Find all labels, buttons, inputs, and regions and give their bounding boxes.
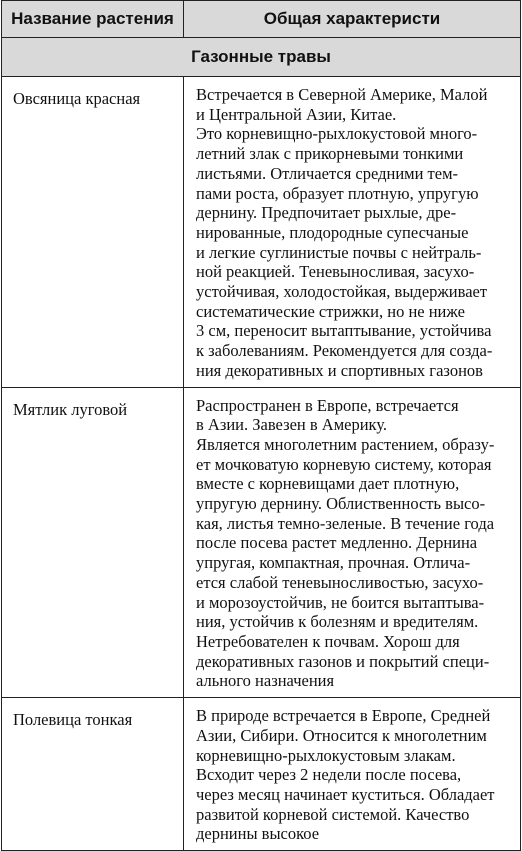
plant-name: Мятлик луговой [2, 387, 184, 698]
description-line: ной реакцией. Теневыносливая, засухо- [196, 262, 475, 282]
description-line: пами роста, образует плотную, упругую [196, 183, 479, 203]
description-line: развитой корневой системой. Качество [196, 804, 470, 824]
description-line: после посева растет медленно. Дернина [196, 533, 478, 553]
plant-table [1, 0, 521, 851]
plant-description [184, 77, 521, 388]
description-line: 3 см, переносит вытаптывание, устойчива [196, 321, 492, 341]
description-line: ет мочковатую корневую систему, которая [196, 454, 492, 474]
plant-name: Полевица тонкая [2, 698, 184, 851]
description-line: в Азии. Завезен в Америку. [196, 415, 388, 435]
description-line: листьями. Отличается средними тем- [196, 163, 459, 183]
description-line: Азии, Сибири. Относится к многолетним [196, 725, 487, 745]
description-line: Нетребователен к почвам. Хорош для [196, 631, 460, 651]
description-line: Всходит через 2 недели после посева, [196, 765, 462, 785]
description-line: и морозоустойчив, не боится вытаптыва- [196, 592, 485, 612]
description-line: ального назначения [196, 671, 335, 691]
description-line: корневищно-рыхлокустовым злакам. [196, 745, 456, 765]
column-header-description: Общая характеристи [184, 1, 521, 38]
description-line: упругую дернину. Облиственность высо- [196, 494, 486, 514]
description-line: дернины высокое [196, 824, 320, 844]
table-row [2, 698, 521, 851]
plant-name: Овсяница красная [2, 77, 184, 388]
description-line: Распространен в Европе, встречается [196, 395, 459, 415]
description-line: декоративных газонов и покрытий специ- [196, 651, 490, 671]
description-line: Это корневищно-рыхлокустовой много- [196, 124, 478, 144]
plant-description [184, 698, 521, 851]
description-line: Встречается в Северной Америке, Малой [196, 85, 488, 104]
description-line: дернину. Предпочитает рыхлые, дре- [196, 203, 457, 223]
description-line: вместе с корневищами дает плотную, [196, 474, 460, 494]
header-row [2, 1, 521, 38]
section-row [2, 38, 521, 77]
table-row [2, 387, 521, 698]
description-line: устойчивая, холодостойкая, выдерживает [196, 282, 488, 302]
description-line: кая, листья темно-зеленые. В течение года [196, 513, 495, 533]
description-line: В природе встречается в Европе, Средней [196, 706, 491, 726]
description-line: через месяц начинает куститься. Обладает [196, 784, 495, 804]
description-line: систематические стрижки, но не ниже [196, 301, 465, 321]
description-line: упругая, компактная, прочная. Отлича- [196, 553, 471, 573]
column-header-name: Название растения [2, 1, 184, 38]
description-line: ется слабой теневыносливостью, засухо- [196, 572, 484, 592]
table-row [2, 77, 521, 388]
description-line: ния декоративных и спортивных газонов [196, 360, 483, 380]
description-line: и Центральной Азии, Китае. [196, 104, 397, 124]
description-line: и легкие суглинистые почвы с нейтраль- [196, 242, 482, 262]
description-line: летний злак с прикорневыми тонкими [196, 144, 464, 164]
plant-description [184, 387, 521, 698]
description-line: к заболеваниям. Рекомендуется для созда- [196, 341, 493, 361]
description-line: ния, устойчив к болезням и вредителям. [196, 612, 479, 632]
section-title: Газонные травы [2, 38, 521, 77]
description-line: нированные, плодородные супесчаные [196, 222, 469, 242]
description-line: Является многолетним растением, образу- [196, 434, 495, 454]
